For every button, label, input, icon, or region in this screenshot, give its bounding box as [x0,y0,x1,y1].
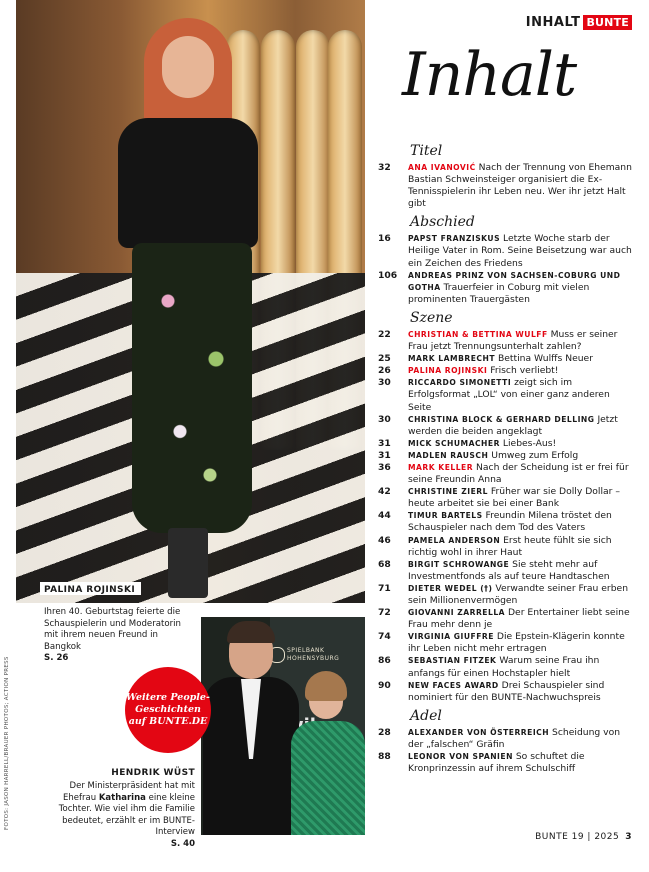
toc-entry[interactable] [374,655,634,679]
toc-entry-name: BIRGIT SCHROWANGE [408,559,510,569]
toc-entry[interactable] [374,233,634,269]
toc-entry-name: MADLEN RAUSCH [408,450,489,460]
toc-entry-description: Jetzt werden die beiden angeklagt [408,413,618,437]
toc-entry-name: CHRISTINA BLOCK & GERHARD DELLING [408,414,595,424]
toc-entry-text [408,462,634,486]
toc-entry[interactable] [374,365,634,377]
toc-entry-name: DIETER WEDEL (†) [408,583,493,593]
toc-entry[interactable] [374,162,634,210]
main-photo-caption-text: Ihren 40. Geburtstag feierte die Schauspielerin und Moderatorin mit ihrem neuen Freund in Bangkok [44,607,182,652]
toc-section-heading: Titel [410,143,443,159]
toc-page-number: 16 [378,233,391,245]
main-photo-caption-ref: S. 26 [44,653,69,663]
toc-entry-name: GIOVANNI ZARRELLA [408,608,506,618]
toc-entry-text [408,450,634,462]
page-header [526,15,632,30]
toc-entry-text [408,329,634,353]
toc-page-number: 44 [378,510,391,522]
toc-entry-text [408,414,634,438]
toc-entry-description: zeigt sich im Erfolgsformat „LOL“ von einer ganz anderen Seite [408,377,610,413]
toc-entry-description: So schuftet die Kronprinzessin auf ihrem Schulschiff [408,751,585,775]
toc-entry-text [408,583,634,607]
toc-entry[interactable] [374,462,634,486]
toc-page-number: 25 [378,353,391,365]
toc-entry-description: Muss er seiner Frau jetzt Trennungsunterhalt zahlen? [408,328,618,353]
toc-entry-description: Letzte Woche starb der Heilige Vater in Rom. Seine Beisetzung war auch ein Zeichen des Friedens [408,233,632,269]
toc-page-number: 28 [378,726,391,738]
toc-entry[interactable] [374,353,634,365]
toc-entry-description: Sie steht mehr auf Investmentfonds als auf teure Handtaschen [408,558,610,582]
toc-entry-name: NEW FACES AWARD [408,680,499,690]
main-photo [16,0,365,603]
page-footer [535,832,632,842]
toc-page-number: 30 [378,377,391,389]
toc-entry-description: Verwandte seiner Frau erben sein Millionenvermögen [408,582,629,606]
main-photo-caption-name: PALINA ROJINSKI [40,582,141,595]
toc-entry-text [408,680,634,704]
toc-entry-name: RICCARDO SIMONETTI [408,378,512,388]
toc-entry-name: ANA IVANOVIĆ [408,163,476,172]
toc-entry-description: Drei Schauspieler sind nominiert für den BUNTE-Nachwuchspreis [408,679,605,703]
toc-page-number: 22 [378,328,391,340]
toc-entry-name: CHRISTIAN & BETTINA WULFF [408,329,548,339]
toc-section [374,143,634,210]
toc-entry-description: Früher war sie Dolly Dollar – heute arbeitet sie bei einer Bank [408,486,620,510]
toc-page-number: 31 [378,449,391,461]
caption-text-bold: Katharina [98,792,146,803]
promo-badge[interactable] [125,667,211,753]
second-photo-caption-name: HENDRIK WÜST [111,768,195,778]
toc-page-number: 30 [378,413,391,425]
toc-entry[interactable] [374,329,634,353]
toc-entry-description: Trauerfeier in Coburg mit vielen prominenten Trauergästen [408,281,590,305]
toc-entry[interactable] [374,727,634,751]
toc-entry[interactable] [374,583,634,607]
toc-entry-description: Liebes-Aus! [502,437,557,449]
table-of-contents [374,143,634,779]
page-title: Inhalt [402,40,577,110]
toc-entry-name: SEBASTIAN FITZEK [408,656,497,666]
toc-section-heading: Abschied [410,214,475,231]
toc-entry[interactable] [374,535,634,559]
second-photo-caption [50,781,195,850]
toc-page-number: 86 [378,655,391,667]
toc-entry-text [408,607,634,631]
toc-entry-name: ALEXANDER VON ÖSTERREICH [408,727,550,737]
main-photo-caption [44,607,194,665]
toc-entry-text [408,631,634,655]
toc-entry[interactable] [374,450,634,462]
toc-page-number: 46 [378,534,391,546]
toc-page-number: 36 [378,461,391,473]
toc-entry-text [408,486,634,510]
toc-entry-description: Die Epstein-Klägerin konnte ihr Leben nicht mehr ertragen [408,631,625,655]
toc-entry-description: Nach der Trennung von Ehemann Bastian Schweinsteiger organisiert die Ex-Tennisspielerin ihr Leben neu. Wer ihr jetzt Halt gibt [408,162,632,210]
second-photo-caption-ref: S. 40 [170,838,195,849]
toc-entry[interactable] [374,510,634,534]
toc-entry-text [408,377,634,413]
toc-entry-name: MICK SCHUMACHER [408,438,500,448]
toc-page-number: 106 [378,269,398,281]
toc-entry-text [408,365,634,377]
toc-entry-name: TIMUR BARTELS [408,511,483,521]
toc-entry[interactable] [374,377,634,413]
toc-entry[interactable] [374,486,634,510]
person-figure [106,18,276,598]
toc-entry-description: Frisch verliebt! [490,365,559,377]
toc-entry-name: PAMELA ANDERSON [408,535,501,545]
toc-page-number: 68 [378,558,391,570]
caption-text-part: eine kleine Tochter. Wie viel ihm die Familie bedeutet, erzählt er im BUNTE-Interview [58,792,195,837]
toc-entry-description: Warum seine Frau ihn anfangs für einen Hochstapler hielt [408,655,600,679]
toc-page-number: 42 [378,486,391,498]
toc-entry-name: ANDREAS PRINZ VON SACHSEN-COBURG UND GOTHA [408,270,621,292]
toc-entry-text [408,162,634,210]
toc-entry-text [408,727,634,751]
toc-page-number: 72 [378,607,391,619]
toc-entry-description: Erst heute fühlt sie sich richtig wohl in ihrer Haut [408,534,612,558]
second-photo [201,617,365,835]
toc-entry[interactable] [374,438,634,450]
toc-entry-description: Freundin Milena tröstet den Schauspieler nach dem Tod des Vaters [408,510,612,534]
toc-page-number: 74 [378,631,391,643]
toc-entry-text [408,655,634,679]
toc-entry-name: MARK LAMBRECHT [408,354,496,364]
toc-section-heading: Szene [410,309,453,326]
toc-entry-text [408,353,634,365]
toc-page-number: 32 [378,162,391,173]
toc-page-number: 90 [378,679,391,691]
toc-page-number: 31 [378,437,391,449]
toc-page-number: 26 [378,365,391,377]
toc-page-number: 71 [378,582,391,594]
toc-section-heading: Adel [410,707,442,724]
section-label: INHALT [525,15,581,30]
toc-entry-name: PAPST FRANZISKUS [408,234,501,244]
toc-entry-text [408,751,634,775]
bunte-logo: BUNTE [583,15,632,30]
toc-entry[interactable] [374,270,634,306]
photo-credit: FOTOS: JASON HARRELL/BRAUER PHOTOS; ACTION PRESS [4,656,10,830]
toc-entry-name: MARK KELLER [408,462,474,472]
toc-entry[interactable] [374,559,634,583]
casino-brand-text: SPIELBANK HOHENSYBURG [287,647,340,662]
toc-entry-description: Umweg zum Erfolg [491,449,579,461]
toc-entry-text [408,510,634,534]
promo-text: Weitere People-Geschichten auf BUNTE.DE [126,692,210,727]
toc-section [374,214,634,306]
toc-entry[interactable] [374,751,634,775]
toc-section [374,310,634,704]
toc-entry-name: PALINA ROJINSKI [408,366,488,376]
toc-entry-name: CHRISTINE ZIERL [408,487,488,497]
toc-entry-description: Nach der Scheidung ist er frei für seine Freundin Anna [408,461,629,486]
toc-entry-description: Scheidung von der „falschen“ Gräfin [408,726,621,750]
toc-entry-name: LEONOR VON SPANIEN [408,752,513,762]
toc-entry[interactable] [374,414,634,438]
toc-entry-text [408,559,634,583]
toc-entry[interactable] [374,607,634,631]
toc-entry-text [408,438,634,450]
toc-entry-text [408,233,634,269]
issue-info: BUNTE 19 | 2025 [535,832,620,842]
toc-entry-description: Bettina Wulffs Neuer [497,353,593,365]
caption-text-part: Der Ministerpräsident hat mit Ehefrau [63,781,195,803]
page-number: 3 [625,832,632,842]
toc-entry-text [408,535,634,559]
toc-entry-name: VIRGINIA GIUFFRE [408,632,494,642]
toc-entry[interactable] [374,631,634,655]
toc-entry-text [408,270,634,306]
toc-section [374,708,634,775]
toc-entry[interactable] [374,680,634,704]
toc-page-number: 88 [378,751,391,763]
toc-entry-description: Der Entertainer liebt seine Frau mehr denn je [408,607,630,631]
